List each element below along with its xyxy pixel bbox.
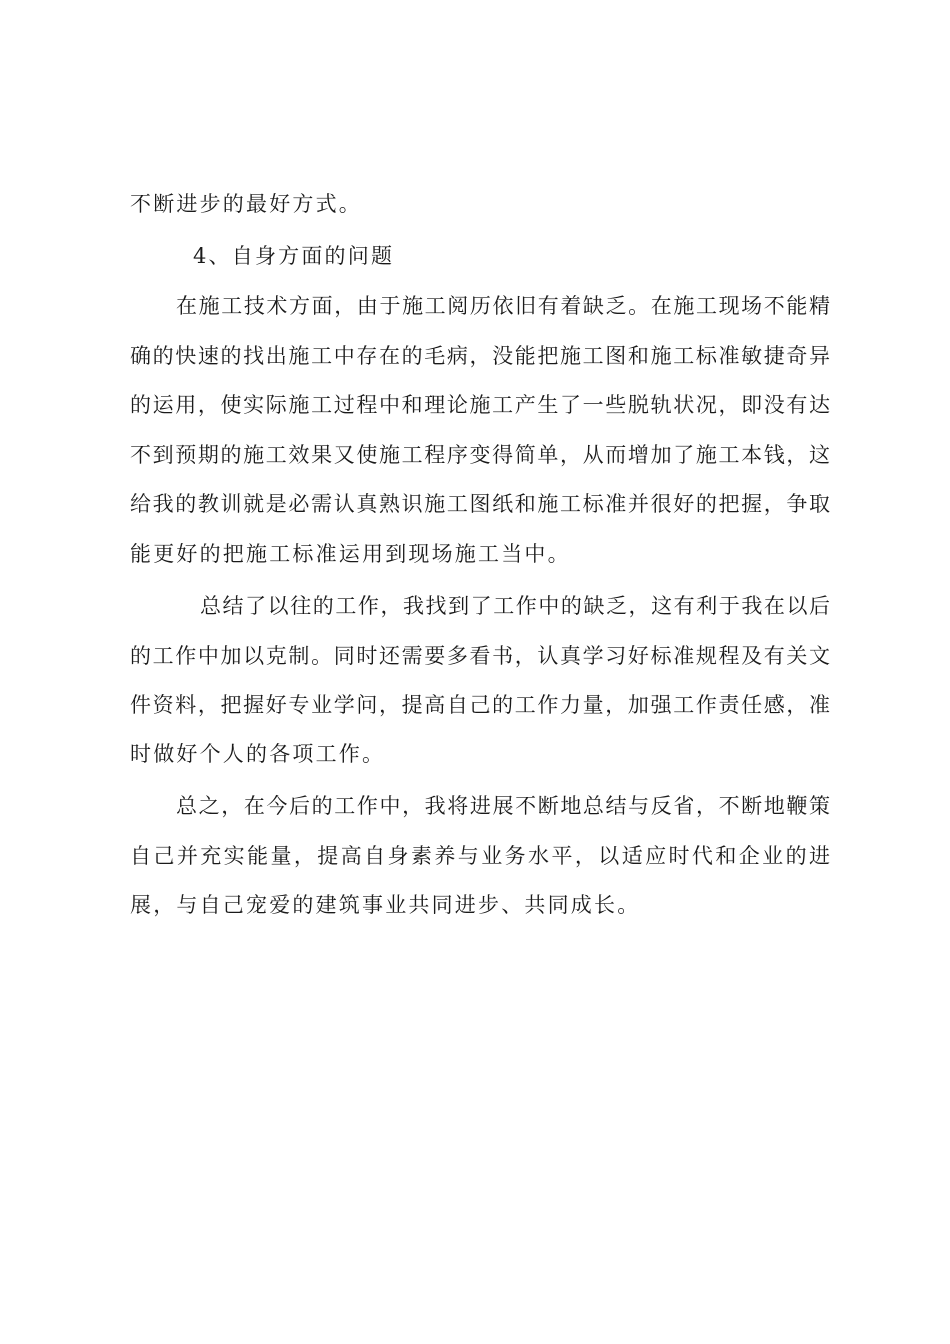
paragraph-technical-line-3: 的运用，使实际施工过程中和理论施工产生了一些脱轨状况，即没有达 — [130, 393, 830, 417]
paragraph-technical-line-1: 在施工技术方面，由于施工阅历依旧有着缺乏。在施工现场不能精 — [176, 294, 830, 318]
paragraph-summary-line-2: 的工作中加以克制。同时还需要多看书，认真学习好标准规程及有关文 — [130, 644, 830, 668]
paragraph-summary-line-1: 总结了以往的工作，我找到了工作中的缺乏，这有利于我在以后 — [200, 594, 830, 618]
paragraph-conclusion-line-1: 总之，在今后的工作中，我将进展不断地总结与反省，不断地鞭策 — [176, 794, 830, 818]
paragraph-conclusion-line-2: 自己并充实能量，提高自身素养与业务水平，以适应时代和企业的进 — [130, 844, 830, 868]
paragraph-technical-line-5: 给我的教训就是必需认真熟识施工图纸和施工标准并很好的把握，争取 — [130, 492, 830, 516]
paragraph-technical-line-2: 确的快速的找出施工中存在的毛病，没能把施工图和施工标准敏捷奇异 — [130, 344, 830, 368]
paragraph-summary-line-4: 时做好个人的各项工作。 — [130, 742, 386, 766]
paragraph-conclusion-line-3: 展，与自己宠爱的建筑事业共同进步、共同成长。 — [130, 893, 641, 917]
paragraph-summary-line-3: 件资料，把握好专业学问，提高自己的工作力量，加强工作责任感，准 — [130, 693, 830, 717]
section-heading: 4、自身方面的问题 — [193, 244, 395, 268]
paragraph-technical-line-4: 不到预期的施工效果又使施工程序变得简单，从而增加了施工本钱，这 — [130, 443, 830, 467]
paragraph-technical-line-6: 能更好的把施工标准运用到现场施工当中。 — [130, 542, 571, 566]
paragraph-continued-line-1: 不断进步的最好方式。 — [130, 192, 362, 216]
